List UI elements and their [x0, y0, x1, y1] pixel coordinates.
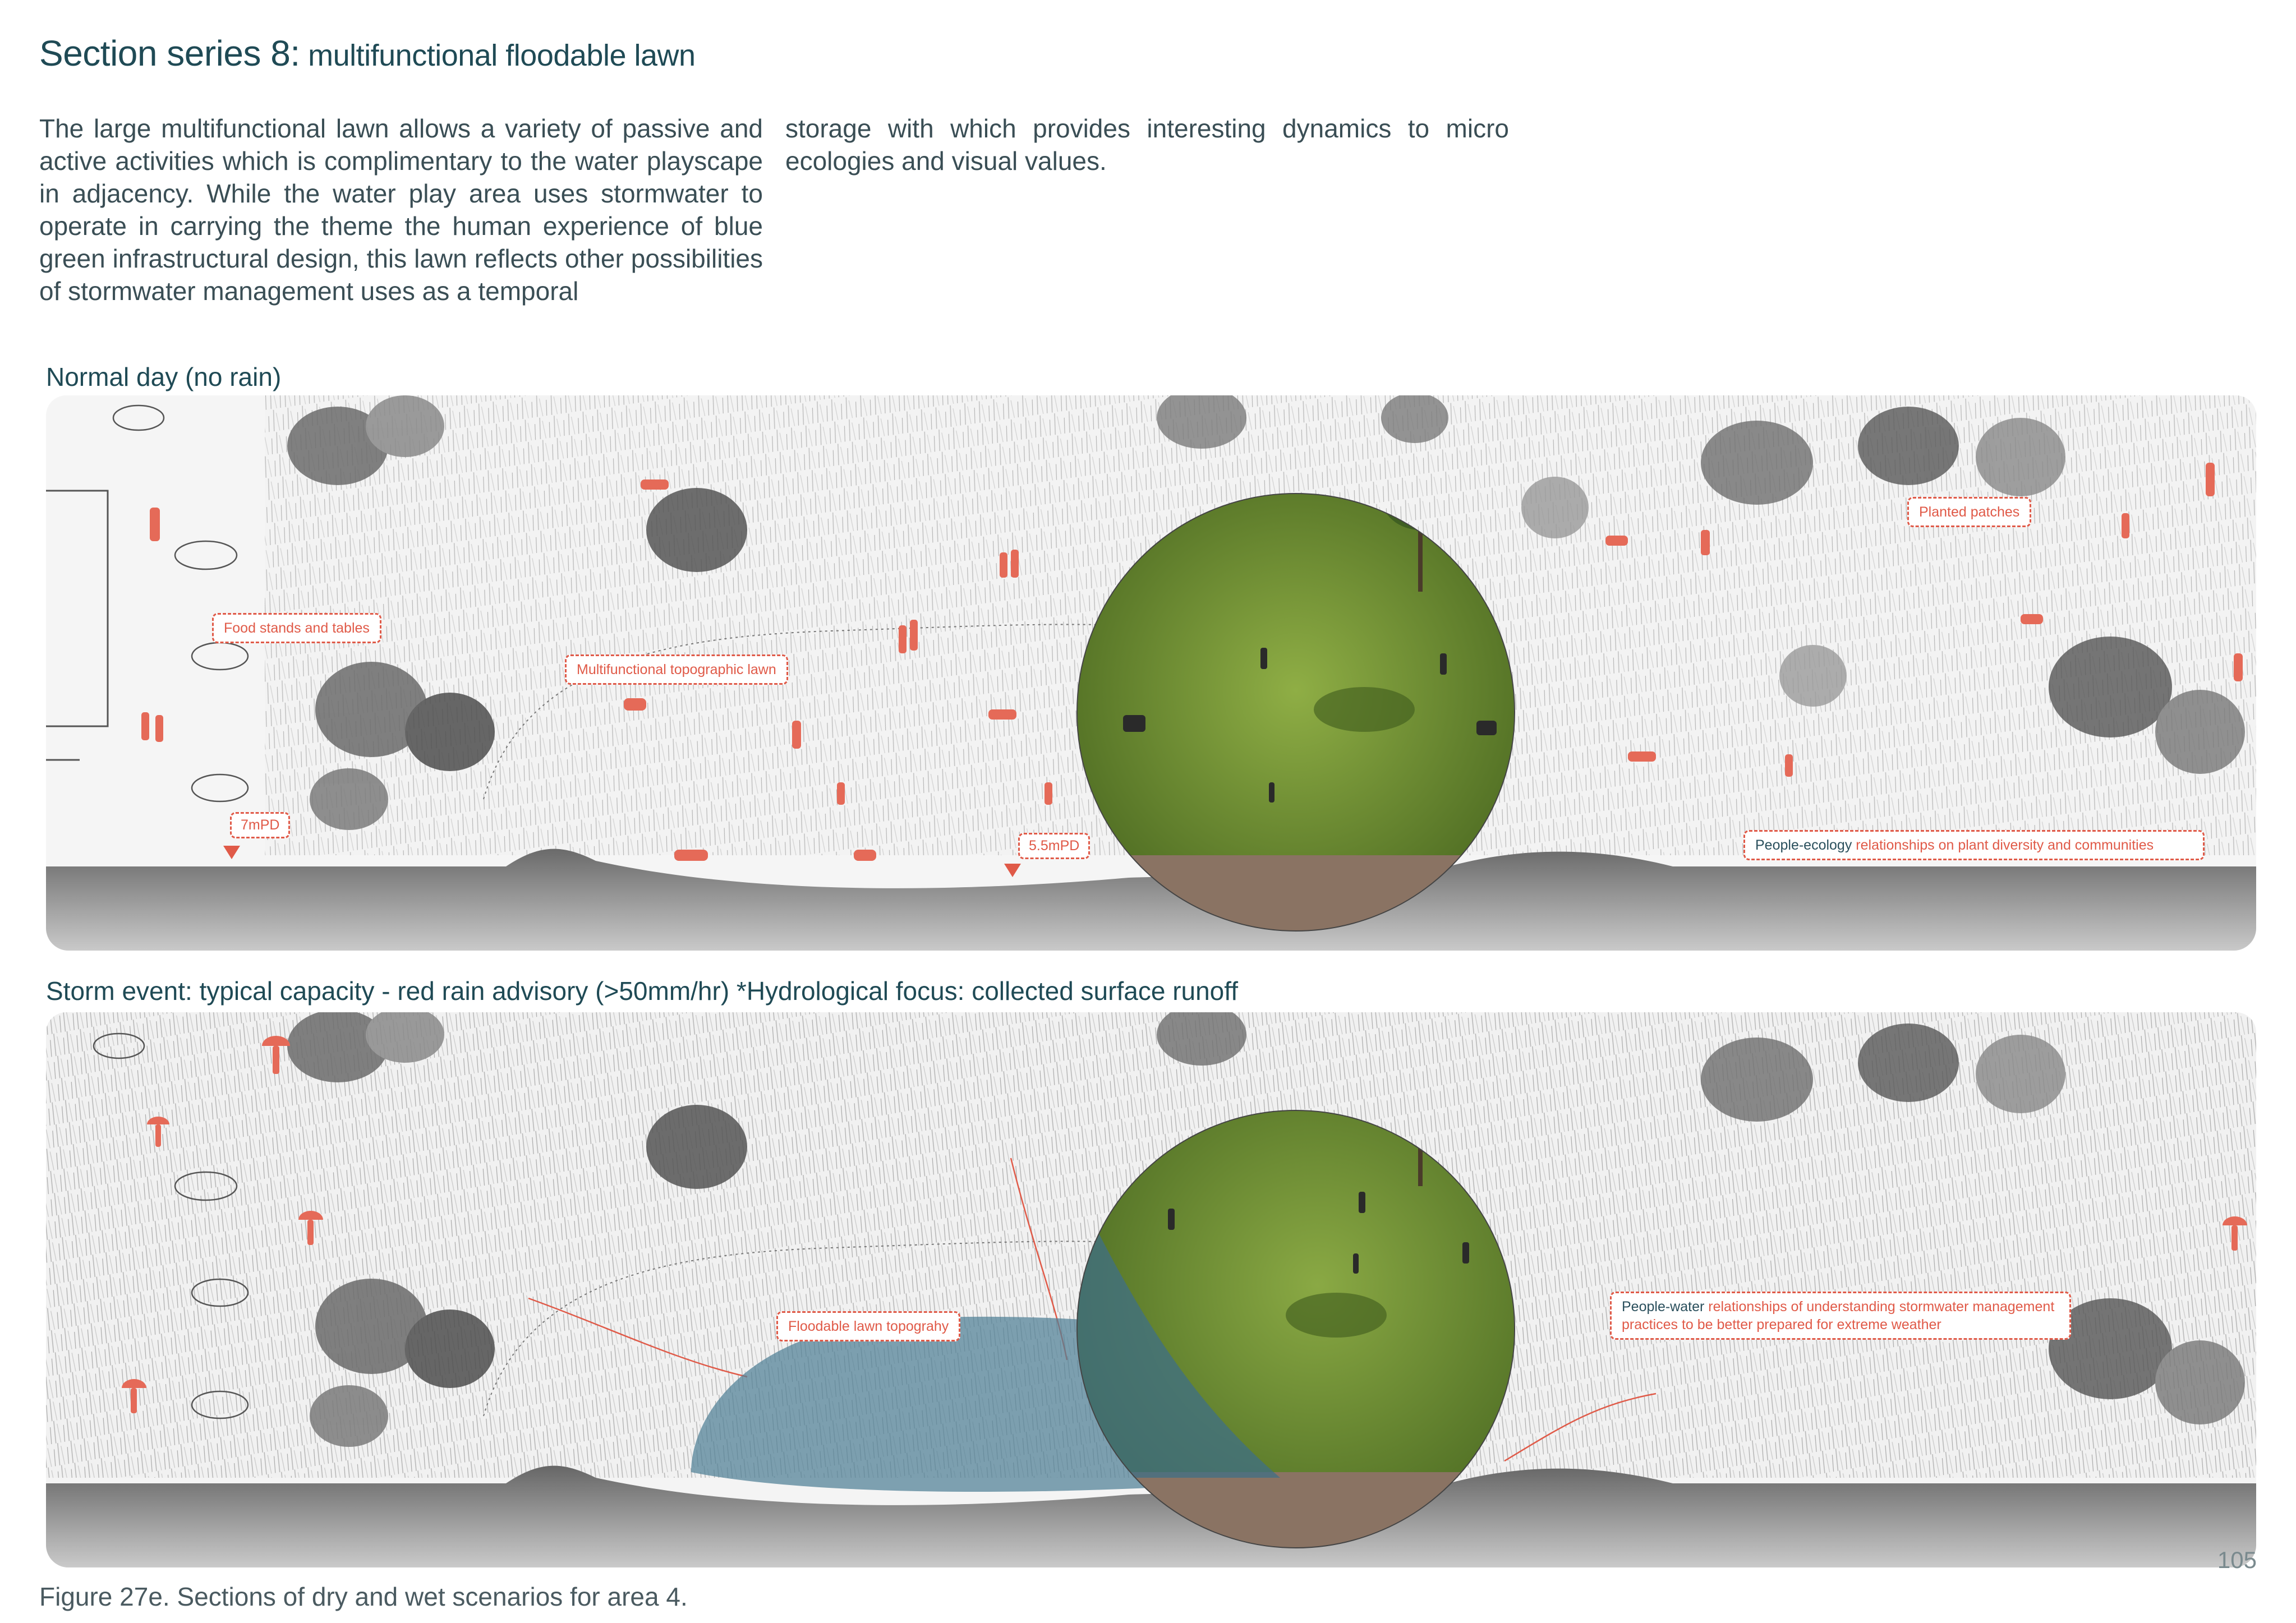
page-number: 105 — [2217, 1547, 2257, 1573]
callout-people-ecology-highlight: People-ecology — [1755, 837, 1852, 853]
level-mark-low: 5.5mPD — [1018, 833, 1090, 859]
callout-people-water-highlight: People-water — [1622, 1299, 1705, 1315]
callout-food-stands: Food stands and tables — [212, 613, 381, 643]
callout-topographic-lawn: Multifunctional topographic lawn — [565, 654, 788, 685]
section-storm-illustration — [46, 1012, 2256, 1567]
title-main: Section series 8: — [39, 33, 300, 73]
callout-people-water — [1610, 1292, 2071, 1340]
section-label-normal: Normal day (no rain) — [46, 362, 282, 391]
callout-people-water-text: relationships of understanding stormwater management practices to be better prepared for extreme weather — [1622, 1299, 2055, 1332]
page-title — [39, 33, 696, 74]
figure-caption: Figure 27e. Sections of dry and wet scenarios for area 4. — [39, 1582, 688, 1611]
callout-people-ecology-text: relationships on plant diversity and communities — [1852, 837, 2154, 853]
level-mark-high: 7mPD — [230, 812, 290, 838]
intro-column-2: storage with which provides interesting dynamics to micro ecologies and visual values. — [785, 114, 1509, 176]
level-triangle-low — [1004, 864, 1021, 877]
section-label-storm: Storm event: typical capacity - red rain advisory (>50mm/hr) *Hydrological focus: collected surface runoff — [46, 976, 1238, 1006]
callout-people-ecology — [1743, 830, 2205, 860]
callout-planted-patches: Planted patches — [1907, 497, 2031, 527]
callout-floodable-lawn: Floodable lawn topograhy — [776, 1311, 960, 1341]
title-sub: multifunctional floodable lawn — [300, 39, 696, 72]
level-triangle-high — [223, 846, 240, 859]
section-normal-illustration — [46, 395, 2256, 951]
intro-column-1: The large multifunctional lawn allows a variety of passive and active activities which is complimentary to the water playscape in adjacency. While the water play area uses stormwater to operate in carrying the theme the human experience of blue green infrastructural design, this lawn reflects other possibilities of stormwater management uses as a temporal — [39, 114, 763, 306]
